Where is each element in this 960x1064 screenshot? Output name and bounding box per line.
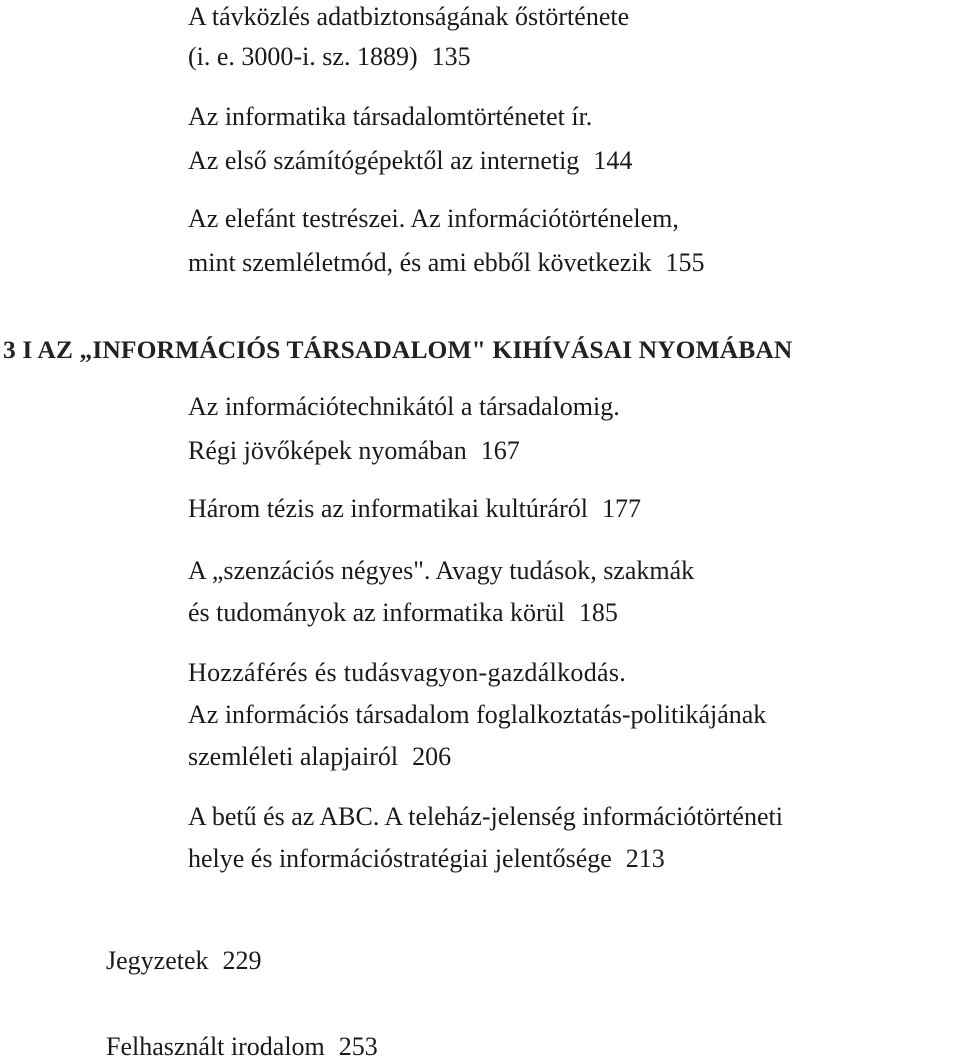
toc-entry-line-with-page (188, 248, 705, 278)
toc-entry-line: Az első számítógépektől az internetig (188, 146, 580, 175)
toc-entry-line: A távközlés adatbiztonságának őstörténete (188, 2, 630, 31)
toc-entry-line-with-page (188, 742, 451, 772)
toc-page-number: 206 (412, 742, 452, 771)
back-matter-item (106, 1032, 378, 1062)
toc-entry-line-with-page (188, 494, 641, 524)
toc-entry-line: A „szenzációs négyes". Avagy tudások, szakmák (188, 556, 695, 585)
toc-page-number: 135 (431, 42, 471, 71)
back-matter-label: Felhasznált irodalom (106, 1032, 325, 1061)
toc-page-number: 177 (601, 494, 641, 523)
toc-entry-line: mint szemléletmód, és ami ebből következik (188, 248, 652, 277)
toc-entry-line: Régi jövőképek nyomában (188, 436, 467, 465)
toc-entry-line: Hozzáférés és tudásvagyon-gazdálkodás. (188, 658, 627, 687)
toc-entry-line-with-page (188, 436, 520, 466)
toc-entry-line: Az információs társadalom foglalkoztatás-politikájának (188, 700, 767, 729)
toc-entry-line: helye és információstratégiai jelentősége (188, 844, 612, 873)
toc-entry-line-with-page (188, 146, 632, 176)
toc-page-number: 167 (480, 436, 520, 465)
toc-entry-line-with-page (188, 844, 665, 874)
toc-entry-line: Három tézis az informatikai kultúráról (188, 494, 588, 523)
toc-page-number: 185 (578, 598, 618, 627)
toc-entry-line: szemléleti alapjairól (188, 742, 399, 771)
toc-entry-line: Az elefánt testrészei. Az információtörténelem, (188, 204, 679, 233)
toc-entry-line: Az informatika társadalomtörténetet ír. (188, 102, 593, 131)
chapter-heading: 3 I AZ „INFORMÁCIÓS TÁRSADALOM" KIHÍVÁSAI NYOMÁBAN (3, 335, 793, 364)
back-matter-label: Jegyzetek (106, 946, 209, 975)
toc-page-number: 229 (222, 946, 262, 975)
toc-entry-line: Az információtechnikától a társadalomig. (188, 392, 620, 421)
toc-page-number: 155 (665, 248, 705, 277)
toc-page-number: 213 (625, 844, 665, 873)
toc-page-number: 144 (593, 146, 633, 175)
toc-entry-line-with-page (188, 598, 618, 628)
back-matter-item (106, 946, 262, 976)
toc-entry-line: és tudományok az informatika körül (188, 598, 565, 627)
toc-entry-line: (i. e. 3000-i. sz. 1889) (188, 42, 418, 71)
toc-entry-line: A betű és az ABC. A teleház-jelenség információtörténeti (188, 802, 783, 831)
toc-entry-line-with-page (188, 42, 471, 72)
toc-page-number: 253 (338, 1032, 378, 1061)
